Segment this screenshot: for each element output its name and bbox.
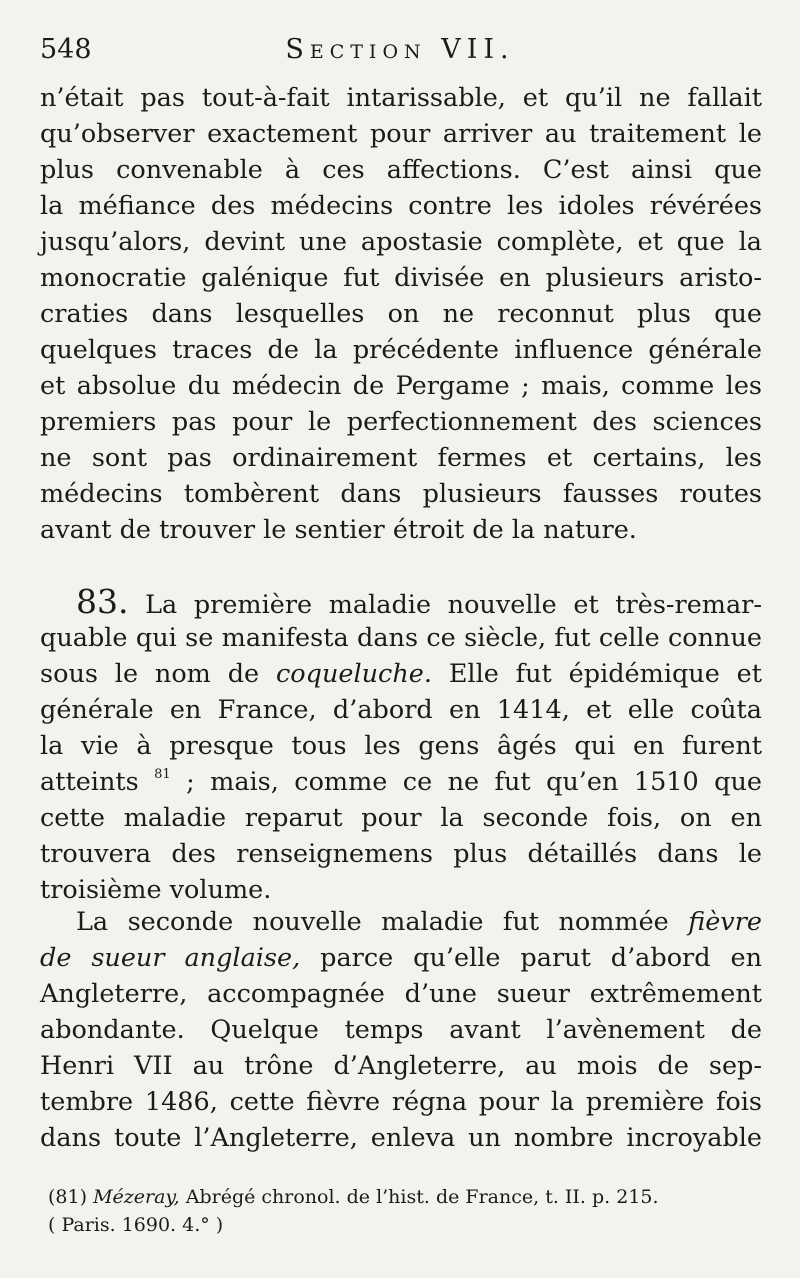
text-line: quable qui se manifesta dans ce siècle, fut celle connue (40, 623, 762, 653)
footnote-line: (81) Mézeray, Abrégé chronol. de l’hist. de France, t. II. p. 215. (48, 1186, 659, 1208)
text-line: ne sont pas ordinairement fermes et certains, les (40, 443, 762, 473)
section-title: Section VII. (285, 34, 515, 65)
text-line: sous le nom de coqueluche. Elle fut épidémique et (40, 659, 762, 689)
footnote-ref: 81 (154, 767, 171, 782)
text-line: cette maladie reparut pour la seconde fois, on en (40, 803, 762, 833)
text-line: de sueur anglaise, parce qu’elle parut d’abord en (40, 943, 763, 973)
text-line: trouvera des renseignemens plus détaillés dans le (40, 839, 762, 869)
text-line: atteints $^{81}$ ; mais, comme ce ne fut qu’en 1510 que (40, 767, 763, 797)
text-line: générale en France, d’abord en 1414, et elle coûta (40, 695, 762, 725)
text-line: 83. La première maladie nouvelle et très-remar- (76, 582, 762, 621)
text-line: plus convenable à ces affections. C’est ainsi que (40, 155, 762, 185)
italic-term: fièvre (688, 907, 762, 937)
text-line: quelques traces de la précédente influence générale (40, 335, 762, 365)
text-line: avant de trouver le sentier étroit de la nature. (40, 515, 637, 545)
footnote-line: ( Paris. 1690. 4.° ) (48, 1214, 224, 1236)
text-line: la vie à presque tous les gens âgés qui en furent (40, 731, 762, 761)
text-line: Henri VII au trône d’Angleterre, au mois de sep- (40, 1051, 762, 1081)
text-line: n’était pas tout-à-fait intarissable, et qu’il ne fallait (40, 83, 762, 113)
text-line: dans toute l’Angleterre, enleva un nombre incroyable (40, 1123, 762, 1153)
text-line: craties dans lesquelles on ne reconnut plus que (40, 299, 762, 329)
section-number: 83. (76, 582, 129, 621)
text-line: premiers pas pour le perfectionnement des sciences (40, 407, 762, 437)
text-line: tembre 1486, cette fièvre régna pour la première fois (40, 1087, 762, 1117)
running-header (40, 34, 760, 74)
text-line: la méfiance des médecins contre les idoles révérées (40, 191, 762, 221)
text-line: Angleterre, accompagnée d’une sueur extrêmement (40, 979, 762, 1009)
text-line: abondante. Quelque temps avant l’avènement de (40, 1015, 762, 1045)
text-line: jusqu’alors, devint une apostasie complète, et que la (40, 227, 762, 257)
text-line: et absolue du médecin de Pergame ; mais, comme les (40, 371, 762, 401)
text-line: La seconde nouvelle maladie fut nommée fièvre (76, 907, 762, 937)
text-line: troisième volume. (40, 875, 272, 905)
italic-term: coqueluche. (276, 659, 432, 689)
italic-term: de sueur anglaise, (40, 943, 301, 973)
footnote-marker: (81) (48, 1186, 88, 1208)
text-line: médecins tombèrent dans plusieurs fausses routes (40, 479, 762, 509)
page-number: 548 (40, 34, 92, 65)
text-line: qu’observer exactement pour arriver au traitement le (40, 119, 762, 149)
text-line: monocratie galénique fut divisée en plusieurs aristo- (40, 263, 762, 293)
footnote-author: Mézeray, (93, 1186, 180, 1208)
